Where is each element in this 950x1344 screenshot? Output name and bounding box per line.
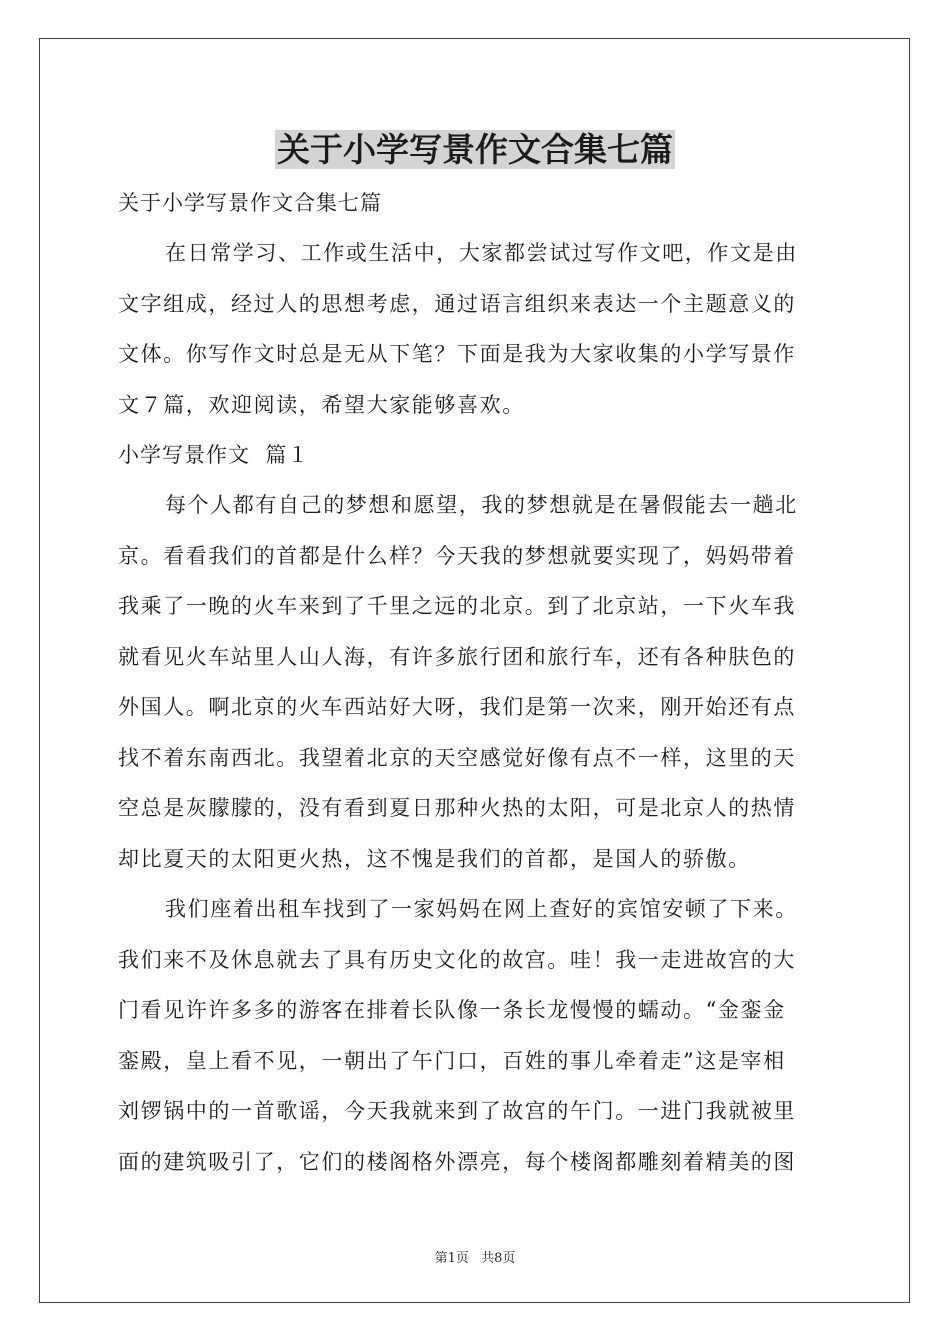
document-subtitle: 关于小学写景作文合集七篇 — [118, 191, 382, 215]
section-heading: 小学写景作文 篇１ — [118, 443, 310, 467]
document-body — [118, 122, 832, 1187]
paragraph-line: 刘锣锅中的一首歌谣，今天我就来到了故宫的午门。一进门我就被里 — [118, 1099, 796, 1123]
document-title-text: 关于小学写景作文合集七篇 — [277, 130, 673, 169]
paragraph-line: 门看见许许多多的游客在排着长队像一条长龙慢慢的蠕动。“金銮金 — [118, 998, 786, 1022]
intro-line: 文体。你写作文时总是无从下笔？下面是我为大家收集的小学写景作 — [118, 342, 796, 366]
paragraph-1 — [118, 480, 832, 884]
intro-line: 在日常学习、工作或生活中，大家都尝试过写作文吧，作文是由 — [165, 241, 798, 265]
paragraph-line: 我乘了一晚的火车来到了千里之远的北京。到了北京站，一下火车我 — [118, 594, 796, 618]
paragraph-line: 銮殿，皇上看不见，一朝出了午门口，百姓的事儿牵着走”这是宰相 — [118, 1048, 786, 1073]
page-total: 共8页 — [481, 1251, 516, 1266]
intro-line: 文７篇，欢迎阅读，希望大家能够喜欢。 — [118, 392, 525, 417]
page-footer — [0, 1247, 950, 1266]
paragraph-line: 找不着东南西北。我望着北京的天空感觉好像有点不一样，这里的天 — [118, 745, 796, 770]
paragraph-line: 就看见火车站里人山人海，有许多旅行团和旅行车，还有各种肤色的 — [118, 644, 796, 669]
paragraph-line: 空总是灰朦朦的，没有看到夏日那种火热的太阳，可是北京人的热情 — [118, 796, 796, 820]
paragraph-2 — [118, 884, 832, 1187]
paragraph-line: 我们来不及休息就去了具有历史文化的故宫。哇！我一走进故宫的大 — [118, 947, 796, 972]
document-title — [118, 122, 832, 178]
intro-line: 文字组成，经过人的思想考虑，通过语言组织来表达一个主题意义的 — [118, 291, 796, 316]
paragraph-line: 却比夏天的太阳更火热，这不愧是我们的首都，是国人的骄傲。 — [118, 846, 751, 871]
paragraph-line: 每个人都有自己的梦想和愿望，我的梦想就是在暑假能去一趟北 — [165, 493, 798, 517]
paragraph-line: 我们座着出租车找到了一家妈妈在网上查好的宾馆安顿了下来。 — [165, 897, 798, 921]
paragraph-line: 外国人。啊北京的火车西站好大呀，我们是第一次来，刚开始还有点 — [118, 695, 796, 719]
paragraph-line: 面的建筑吸引了，它们的楼阁格外漂亮，每个楼阁都雕刻着精美的图 — [118, 1149, 796, 1174]
paragraph-line: 京。看看我们的首都是什么样？今天我的梦想就要实现了，妈妈带着 — [118, 543, 796, 568]
intro-paragraph — [118, 228, 832, 430]
page-number: 第1页 — [434, 1251, 469, 1266]
